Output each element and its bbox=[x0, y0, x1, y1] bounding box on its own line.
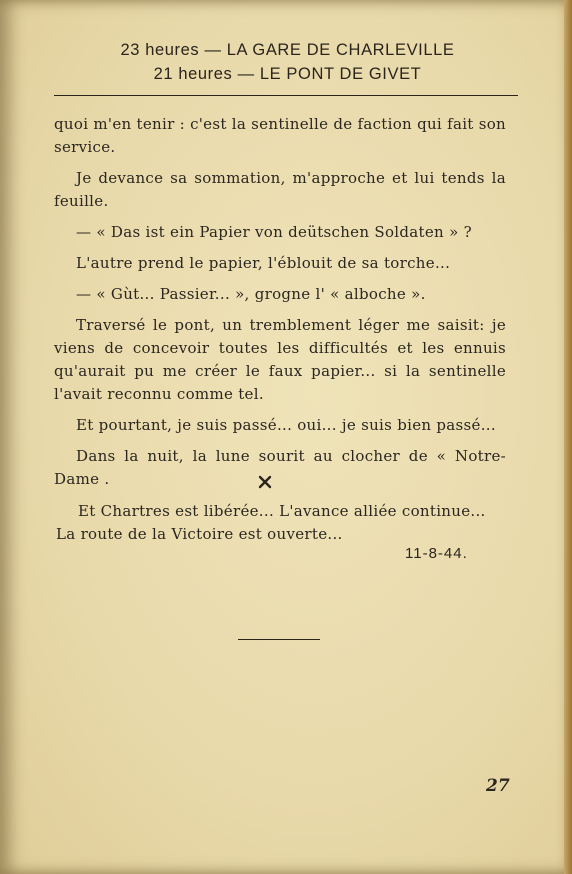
header-rule bbox=[54, 95, 518, 96]
paragraph-6: Traversé le pont, un tremblement léger me saisit: je viens de concevoir toutes les difficultés et les ennuis qu'aurait pu me créer le faux papier... si la sentinelle l'avait reconnu comme tel. bbox=[54, 316, 506, 403]
date-signature: 11-8-44. bbox=[405, 545, 468, 562]
closing-text bbox=[56, 500, 508, 546]
paragraph-2: Je devance sa sommation, m'approche et lui tends la feuille. bbox=[54, 169, 506, 210]
closing-line-2: La route de la Victoire est ouverte... bbox=[56, 525, 343, 543]
paragraph-5: — « Gùt... Passier... », grogne l' « alboche ». bbox=[76, 285, 426, 303]
cross-ornament-icon bbox=[258, 475, 272, 489]
page-spine-edge bbox=[564, 0, 572, 874]
paragraph-8: Dans la nuit, la lune sourit au clocher de « Notre-Dame . bbox=[54, 447, 506, 488]
paragraph-1: quoi m'en tenir : c'est la sentinelle de faction qui fait son service. bbox=[54, 115, 506, 156]
closing-line-1: Et Chartres est libérée... L'avance alliée continue... bbox=[78, 502, 486, 520]
running-header bbox=[60, 38, 515, 86]
body-text bbox=[54, 113, 506, 499]
page-number: 27 bbox=[486, 776, 510, 796]
header-line-1: 23 heures — LA GARE DE CHARLEVILLE bbox=[120, 41, 455, 59]
paragraph-4: L'autre prend le papier, l'éblouit de sa torche... bbox=[76, 254, 451, 272]
paragraph-3: — « Das ist ein Papier von deütschen Soldaten » ? bbox=[76, 223, 472, 241]
end-rule bbox=[238, 639, 320, 640]
header-line-2: 21 heures — LE PONT DE GIVET bbox=[153, 65, 422, 83]
paragraph-7: Et pourtant, je suis passé... oui... je suis bien passé... bbox=[76, 416, 496, 434]
